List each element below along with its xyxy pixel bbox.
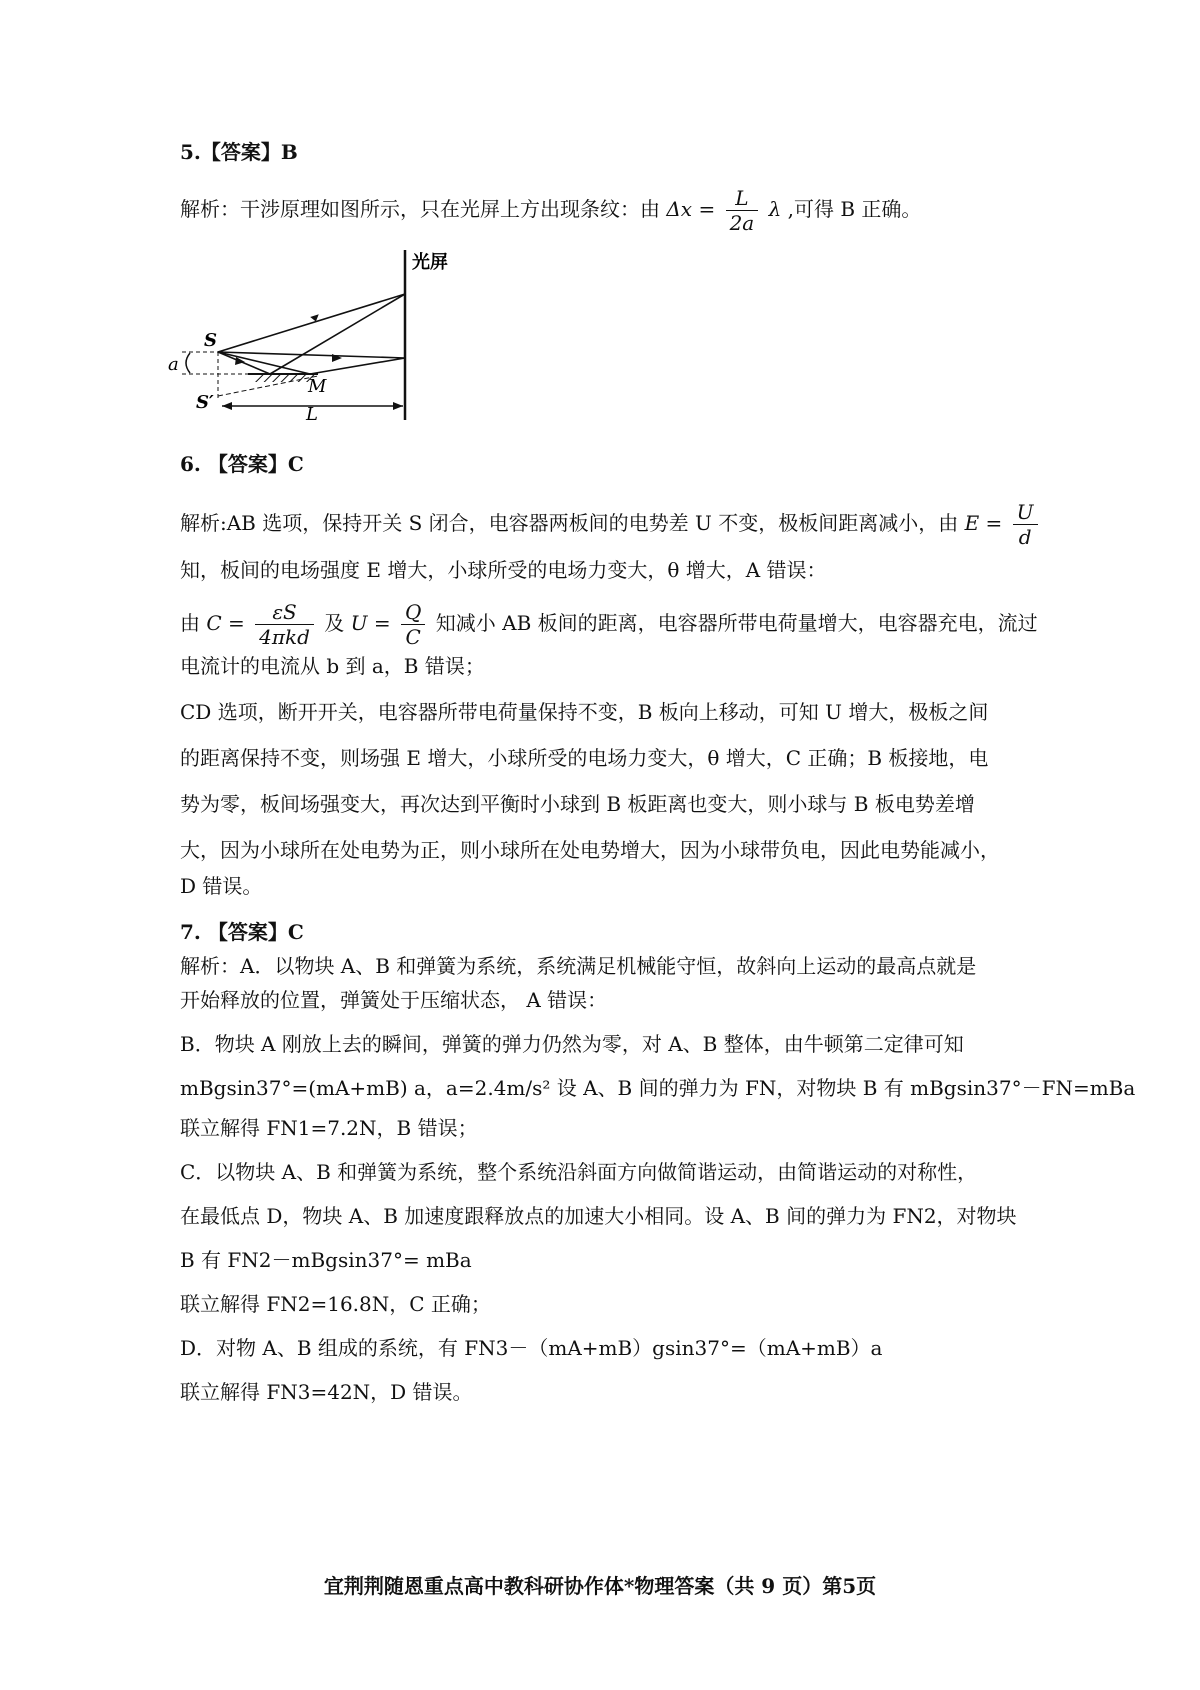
L-arrow-left (222, 402, 232, 410)
q5-frac-num: L (726, 186, 759, 211)
label-L: L (306, 404, 318, 423)
label-S: S (204, 330, 217, 351)
q6-l3-c: 知减小 AB 板间的距离，电容器所带电荷量增大，电容器充电，流过 (435, 611, 1038, 635)
q6-l3-den1: 4πkd (259, 625, 310, 649)
q6-l3-fraction-2 (401, 600, 425, 649)
ray-direct-mid (218, 352, 405, 358)
label-M: M (308, 376, 327, 397)
q7-line-10: D．对物 A、B 组成的系统，有 FN3－（mA+mB）gsin37°=（mA+mB）a (180, 1336, 883, 1360)
q6-line-4: 电流计的电流从 b 到 a，B 错误； (180, 654, 485, 678)
q7-line-3: B．物块 A 刚放上去的瞬间，弹簧的弹力仍然为零，对 A、B 整体，由牛顿第二定律可知 (180, 1032, 964, 1056)
L-arrow-right (393, 402, 403, 410)
q5-analysis (180, 186, 1040, 235)
q6-answer-head: 6. 【答案】C (180, 452, 304, 476)
q6-line-6: 的距离保持不变，则场强 E 增大，小球所受的电场力变大，θ 增大，C 正确；B 板接地，电 (180, 746, 989, 770)
q6-line-3 (180, 600, 1040, 649)
q5-formula-tail: λ (768, 197, 782, 221)
q6-l3-b: 及 (324, 611, 345, 635)
screen-label: 光屏 (412, 252, 448, 273)
q7-line-1: 解析：A．以物块 A、B 和弹簧为系统，系统满足机械能守恒，故斜向上运动的最高点就是 (180, 954, 977, 978)
q7-line-6: C．以物块 A、B 和弹簧为系统，整个系统沿斜面方向做简谐运动，由简谐运动的对称性， (180, 1160, 978, 1184)
q5-answer-head: 5.【答案】B (180, 140, 298, 164)
q6-line-7: 势为零，板间场强变大，再次达到平衡时小球到 B 板距离也变大，则小球与 B 板电势差增 (180, 792, 975, 816)
q7-line-11: 联立解得 FN3=42N，D 错误。 (180, 1380, 473, 1404)
q7-line-7: 在最低点 D，物块 A、B 加速度跟释放点的加速大小相同。设 A、B 间的弹力为 FN2，对物块 (180, 1204, 1017, 1228)
q7-line-5: 联立解得 FN1=7.2N，B 错误； (180, 1116, 478, 1140)
q6-l1-text: 解析:AB 选项，保持开关 S 闭合，电容器两板间的电势差 U 不变，极板间距离减小，由 (180, 511, 959, 535)
q6-l3-fraction-1 (255, 600, 314, 649)
q6-l3-den2: C (405, 625, 421, 649)
q6-l3-num2: Q (401, 600, 425, 625)
ray-reflect-2 (310, 358, 405, 374)
q6-line-9: D 错误。 (180, 874, 263, 898)
q6-l3-a: 由 (180, 611, 200, 635)
q7-answer-head: 7. 【答案】C (180, 920, 304, 944)
q5-analysis-after: ,可得 B 正确。 (787, 197, 922, 221)
q5-formula-lhs: Δx = (666, 197, 716, 221)
page-footer: 宜荆荆随恩重点高中教科研协作体*物理答案（共 9 页）第5页 (323, 1574, 877, 1598)
ray-direct-top (218, 294, 405, 352)
interference-diagram (160, 248, 460, 423)
q6-l1-num: U (1013, 500, 1038, 525)
q6-l1-den: d (1018, 525, 1032, 549)
q5-fraction (726, 186, 759, 235)
q5-frac-den: 2a (729, 211, 755, 235)
q6-line-1 (180, 500, 1040, 549)
q7-line-8: B 有 FN2－mBgsin37°= mBa (180, 1248, 472, 1272)
q7-line-4: mBgsin37°=(mA+mB) a，a=2.4m/s² 设 A、B 间的弹力为 FN，对物块 B 有 mBgsin37°－FN=mBa (180, 1076, 1136, 1100)
q6-l3-C: C = (206, 611, 245, 635)
label-a: a (168, 354, 179, 375)
q6-l3-num1: εS (255, 600, 314, 625)
q6-line-2: 知，板间的电场强度 E 增大，小球所受的电场力变大，θ 增大，A 错误： (180, 558, 827, 582)
q6-l1-fraction (1013, 500, 1038, 549)
q5-analysis-before: 解析：干涉原理如图所示，只在光屏上方出现条纹：由 (180, 197, 660, 221)
a-bracket (186, 353, 190, 373)
label-Sprime: S′ (196, 392, 214, 413)
q7-line-9: 联立解得 FN2=16.8N，C 正确； (180, 1292, 491, 1316)
q7-line-2: 开始释放的位置，弹簧处于压缩状态， A 错误： (180, 988, 608, 1012)
q6-line-5: CD 选项，断开开关，电容器所带电荷量保持不变，B 板向上移动，可知 U 增大，极板之间 (180, 700, 989, 724)
q6-l1-lhs: E = (964, 511, 1003, 535)
q6-l3-U: U = (350, 611, 391, 635)
q6-line-8: 大，因为小球所在处电势为正，则小球所在处电势增大，因为小球带负电，因此电势能减小， (180, 838, 1000, 862)
